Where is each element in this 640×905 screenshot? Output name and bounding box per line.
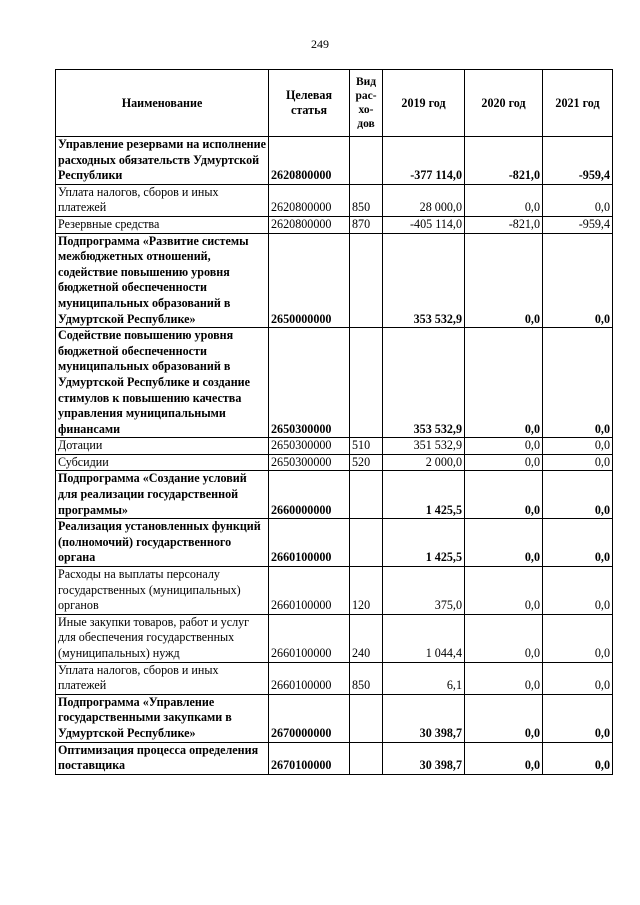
row-code: 2650300000 [269,454,350,471]
table-row [56,519,613,567]
row-name: Подпрограмма «Управление государственными закупками в Удмуртской Республике» [56,694,269,742]
row-value-2021: 0,0 [543,471,613,519]
row-name: Уплата налогов, сборов и иных платежей [56,662,269,694]
row-value-2019: 28 000,0 [383,184,465,216]
table-row [56,328,613,438]
row-value-2019: -377 114,0 [383,137,465,185]
header-2020: 2020 год [465,70,543,137]
row-value-2021: 0,0 [543,567,613,615]
row-value-2021: -959,4 [543,137,613,185]
row-value-2021: 0,0 [543,614,613,662]
row-value-2019: 1 425,5 [383,471,465,519]
row-code: 2670000000 [269,694,350,742]
row-type [350,519,383,567]
row-code: 2620800000 [269,216,350,233]
page-number: 249 [311,37,329,51]
row-value-2021: 0,0 [543,454,613,471]
row-name: Иные закупки товаров, работ и услуг для обеспечения государственных (муниципальных) нужд [56,614,269,662]
table-row [56,216,613,233]
row-value-2019: -405 114,0 [383,216,465,233]
row-name: Субсидии [56,454,269,471]
row-type [350,471,383,519]
row-value-2020: 0,0 [465,454,543,471]
row-value-2021: 0,0 [543,233,613,328]
row-type: 520 [350,454,383,471]
row-value-2020: 0,0 [465,567,543,615]
row-type: 510 [350,438,383,455]
row-name: Содействие повышению уровня бюджетной обеспеченности муниципальных образований в Удмуртской Республике и создание стимулов к повышению качества управления муниципальными финансами [56,328,269,438]
row-name: Уплата налогов, сборов и иных платежей [56,184,269,216]
row-name: Подпрограмма «Создание условий для реализации государственной программы» [56,471,269,519]
row-code: 2650300000 [269,438,350,455]
row-value-2019: 6,1 [383,662,465,694]
row-code: 2660100000 [269,519,350,567]
row-type [350,233,383,328]
row-type: 850 [350,184,383,216]
table-row [56,137,613,185]
table-header-row [56,70,613,137]
row-code: 2650300000 [269,328,350,438]
header-code: Целевая статья [269,70,350,137]
table-row [56,567,613,615]
row-value-2019: 1 044,4 [383,614,465,662]
row-type: 240 [350,614,383,662]
table-row [56,471,613,519]
row-name: Подпрограмма «Развитие системы межбюджетных отношений, содействие повышению уровня бюджетной обеспеченности муниципальных образований в Удмуртской Республике» [56,233,269,328]
row-value-2021: 0,0 [543,742,613,774]
row-value-2019: 353 532,9 [383,328,465,438]
row-value-2020: 0,0 [465,233,543,328]
table-row [56,454,613,471]
row-code: 2650000000 [269,233,350,328]
table-row [56,438,613,455]
row-code: 2660100000 [269,567,350,615]
header-name: Наименование [56,70,269,137]
header-2021: 2021 год [543,70,613,137]
row-value-2021: 0,0 [543,328,613,438]
row-value-2019: 30 398,7 [383,694,465,742]
row-code: 2660000000 [269,471,350,519]
row-value-2020: 0,0 [465,184,543,216]
row-code: 2660100000 [269,662,350,694]
row-type [350,742,383,774]
table-row [56,742,613,774]
budget-table [55,69,613,775]
row-value-2020: 0,0 [465,519,543,567]
row-value-2020: 0,0 [465,662,543,694]
row-name: Дотации [56,438,269,455]
row-name: Реализация установленных функций (полномочий) государственного органа [56,519,269,567]
row-value-2020: 0,0 [465,328,543,438]
row-value-2020: 0,0 [465,742,543,774]
row-value-2019: 1 425,5 [383,519,465,567]
row-value-2019: 375,0 [383,567,465,615]
row-name: Оптимизация процесса определения поставщика [56,742,269,774]
table-row [56,694,613,742]
row-code: 2660100000 [269,614,350,662]
table-row [56,662,613,694]
row-type: 870 [350,216,383,233]
row-value-2021: 0,0 [543,184,613,216]
row-value-2020: -821,0 [465,137,543,185]
row-type: 850 [350,662,383,694]
row-value-2020: 0,0 [465,471,543,519]
table-row [56,184,613,216]
row-value-2020: -821,0 [465,216,543,233]
row-value-2021: 0,0 [543,519,613,567]
row-type: 120 [350,567,383,615]
header-type: Вид рас- хо- дов [350,70,383,137]
row-value-2019: 2 000,0 [383,454,465,471]
row-type [350,328,383,438]
row-code: 2670100000 [269,742,350,774]
row-value-2021: -959,4 [543,216,613,233]
row-value-2019: 30 398,7 [383,742,465,774]
row-name: Расходы на выплаты персоналу государственных (муниципальных) органов [56,567,269,615]
row-value-2021: 0,0 [543,662,613,694]
header-2019: 2019 год [383,70,465,137]
row-code: 2620800000 [269,137,350,185]
row-value-2019: 351 532,9 [383,438,465,455]
table-row [56,614,613,662]
row-type [350,137,383,185]
row-type [350,694,383,742]
row-value-2020: 0,0 [465,614,543,662]
row-value-2020: 0,0 [465,438,543,455]
row-value-2019: 353 532,9 [383,233,465,328]
table-row [56,233,613,328]
row-name: Резервные средства [56,216,269,233]
row-name: Управление резервами на исполнение расходных обязательств Удмуртской Республики [56,137,269,185]
row-value-2021: 0,0 [543,438,613,455]
row-code: 2620800000 [269,184,350,216]
row-value-2020: 0,0 [465,694,543,742]
row-value-2021: 0,0 [543,694,613,742]
